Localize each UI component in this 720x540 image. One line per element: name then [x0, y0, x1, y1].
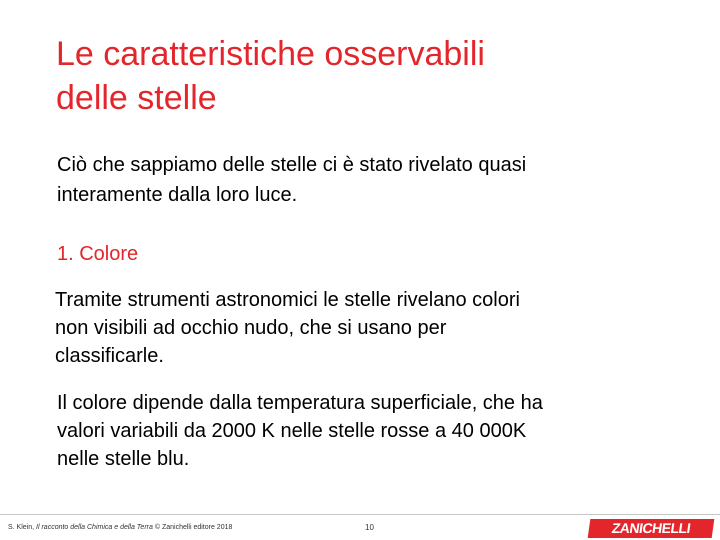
- page-number: 10: [365, 523, 374, 532]
- paragraph-instruments: Tramite strumenti astronomici le stelle rivelano colori non visibili ad occhio nudo, che si usano per classificarle.: [55, 289, 520, 367]
- slide-title: Le caratteristiche osservabili delle stelle: [56, 35, 485, 117]
- footer-copyright: © Zanichelli editore 2018: [154, 524, 233, 531]
- section-heading-colore: 1. Colore: [57, 243, 139, 265]
- footer-divider: [0, 514, 720, 515]
- intro-text: Ciò che sappiamo delle stelle ci è stato rivelato quasi interamente dalla loro luce.: [57, 154, 527, 206]
- paragraph-temperature: Il colore dipende dalla temperatura superficiale, che ha valori variabili da 2000 K nelle stelle rosse a 40 000K nelle stelle blu.: [57, 392, 543, 470]
- footer-author: S. Klein,: [8, 524, 35, 531]
- footer-book-title: Il racconto della Chimica e della Terra: [36, 524, 153, 531]
- footer-credit: [8, 523, 232, 533]
- zanichelli-logo: ZANICHELLI: [588, 519, 715, 538]
